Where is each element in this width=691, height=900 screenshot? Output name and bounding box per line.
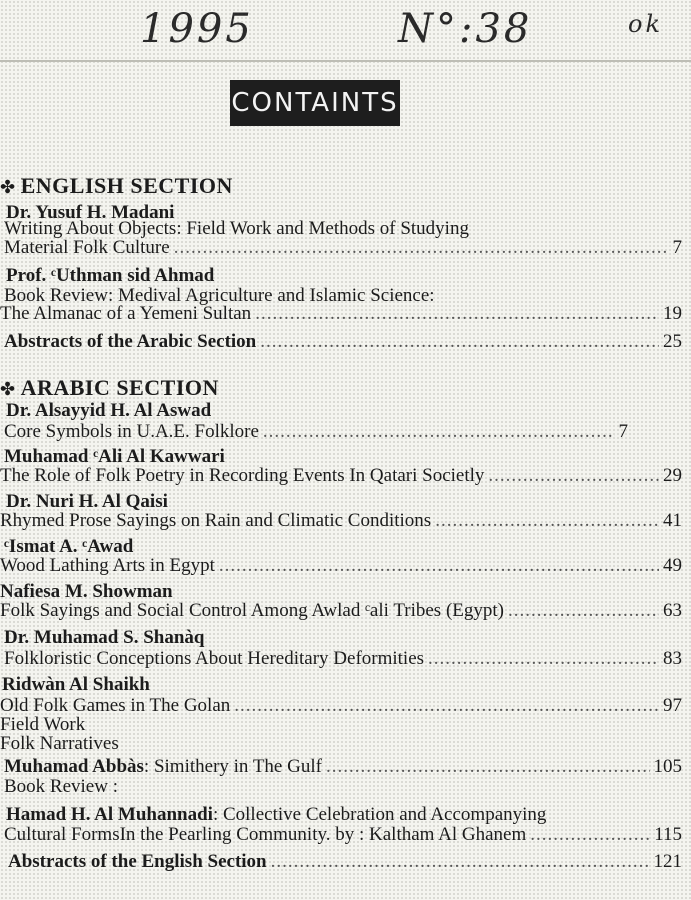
clover-icon: ✤ bbox=[0, 177, 16, 198]
toc-entry: Core Symbols in U.A.E. Folklore ..... 7 bbox=[4, 421, 628, 443]
dot-leader bbox=[255, 303, 659, 325]
page-number: 83 bbox=[663, 648, 682, 669]
toc-author: Muhamad ᶜAli Al Kawwari bbox=[4, 446, 225, 467]
dot-leader bbox=[435, 510, 659, 532]
dot-leader bbox=[219, 555, 659, 577]
toc-entry: Rhymed Prose Sayings on Rain and Climatic Conditions ..... 41 bbox=[0, 510, 682, 532]
toc-author: Dr. Yusuf H. Madani bbox=[6, 202, 175, 223]
toc-entry: Abstracts of the English Section ..... 121 bbox=[8, 851, 682, 873]
page-number: 115 bbox=[654, 824, 682, 845]
toc-entry: Cultural FormsIn the Pearling Community. by : Kaltham Al Ghanem ..... 115 bbox=[4, 824, 682, 846]
toc-author: Dr. Alsayyid H. Al Aswad bbox=[6, 400, 212, 421]
page-number: 7 bbox=[672, 237, 682, 258]
toc-title: Book Review: Medival Agriculture and Islamic Science: bbox=[4, 285, 435, 306]
toc-entry: Material Folk Culture ..... 7 bbox=[4, 237, 682, 259]
page-number: 105 bbox=[653, 756, 682, 777]
page-number: 97 bbox=[663, 695, 682, 716]
dot-leader bbox=[260, 331, 659, 353]
toc-subheading: Field Work bbox=[0, 714, 86, 735]
handwritten-year: 1995 bbox=[140, 6, 254, 52]
toc-author: Prof. ᶜUthman sid Ahmad bbox=[6, 265, 215, 286]
dot-leader bbox=[263, 421, 615, 443]
toc-subheading: Folk Narratives bbox=[0, 733, 119, 754]
toc-entry: Folk Sayings and Social Control Among Awlad ᶜali Tribes (Egypt) ..... 63 bbox=[0, 600, 682, 622]
toc-entry: The Role of Folk Poetry in Recording Events In Qatari Societly ..... 29 bbox=[0, 465, 682, 487]
page-number: 25 bbox=[663, 331, 682, 352]
page-number: 29 bbox=[663, 465, 682, 486]
toc-author: ᶜIsmat A. ᶜAwad bbox=[4, 536, 134, 557]
toc-author: Nafiesa M. Showman bbox=[0, 581, 173, 602]
arabic-section-heading: ✤ ARABIC SECTION bbox=[0, 375, 219, 400]
page-number: 63 bbox=[663, 600, 682, 621]
dot-leader bbox=[488, 465, 659, 487]
dot-leader bbox=[326, 756, 650, 778]
handwritten-issue-number: N°:38 bbox=[398, 6, 533, 52]
toc-author: Dr. Nuri H. Al Qaisi bbox=[6, 491, 168, 512]
toc-subheading: Book Review : bbox=[4, 776, 118, 797]
dot-leader bbox=[508, 600, 659, 622]
clover-icon: ✤ bbox=[0, 379, 16, 400]
dot-leader bbox=[530, 824, 650, 846]
toc-entry: The Almanac of a Yemeni Sultan ..... 19 bbox=[0, 303, 682, 325]
handwritten-ok-mark: ok bbox=[628, 10, 663, 38]
dot-leader bbox=[271, 851, 650, 873]
toc-author: Dr. Muhamad S. Shanàq bbox=[4, 627, 205, 648]
contents-title: CONTAINTS bbox=[230, 80, 400, 126]
english-section-heading: ✤ ENGLISH SECTION bbox=[0, 173, 233, 198]
toc-entry: Folkloristic Conceptions About Hereditary Deformities ..... 83 bbox=[4, 648, 682, 670]
page-number: 19 bbox=[663, 303, 682, 324]
toc-entry: Old Folk Games in The Golan ..... 97 bbox=[0, 695, 682, 717]
toc-entry: Muhamad Abbàs : Simithery in The Gulf ..... 105 bbox=[4, 756, 682, 778]
toc-author: Ridwàn Al Shaikh bbox=[2, 674, 150, 695]
dot-leader bbox=[428, 648, 659, 670]
page-number: 121 bbox=[653, 851, 682, 872]
top-rule bbox=[0, 60, 691, 62]
toc-entry: Wood Lathing Arts in Egypt ..... 49 bbox=[0, 555, 682, 577]
page-number: 41 bbox=[663, 510, 682, 531]
toc-entry: Hamad H. Al Muhannadi : Collective Celebration and Accompanying bbox=[6, 804, 547, 825]
page-number: 7 bbox=[618, 421, 628, 442]
toc-title: Writing About Objects: Field Work and Methods of Studying bbox=[4, 218, 469, 239]
toc-entry: Abstracts of the Arabic Section ..... 25 bbox=[4, 331, 682, 353]
page-number: 49 bbox=[663, 555, 682, 576]
dot-leader bbox=[174, 237, 669, 259]
